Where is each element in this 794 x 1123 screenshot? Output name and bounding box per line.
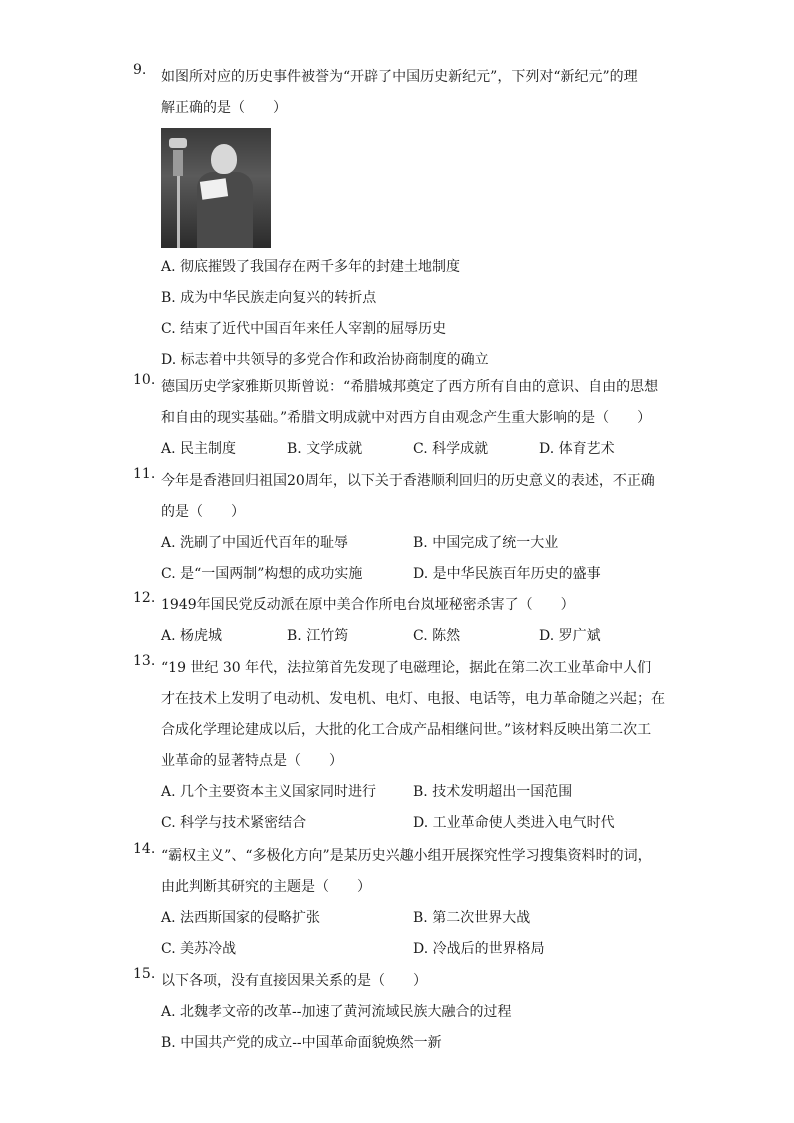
option-d[interactable]: D. 工业革命使人类进入电气时代 xyxy=(413,815,615,831)
stem-line: 今年是香港回归祖国20周年，以下关于香港顺利回归的历史意义的表述，不正确 xyxy=(161,473,655,489)
option-b[interactable]: B. 江竹筠 xyxy=(287,628,349,644)
stem-line: 如图所对应的历史事件被誉为“开辟了中国历史新纪元”，下列对“新纪元”的理 xyxy=(161,69,638,85)
options xyxy=(161,434,668,465)
question-stem xyxy=(161,841,668,903)
stem-line: 业革命的显著特点是（ ） xyxy=(161,753,343,769)
option-c[interactable]: C. 美苏冷战 xyxy=(161,941,237,957)
question-stem xyxy=(161,466,668,528)
stem-line: 解正确的是（ ） xyxy=(161,100,287,116)
stem-line: “19 世纪 30 年代，法拉第首先发现了电磁理论，据此在第二次工业革命中人们 xyxy=(161,660,652,676)
question-9 xyxy=(133,62,668,376)
question-number: 15. xyxy=(133,966,156,982)
option-c[interactable]: C. 是“一国两制”构想的成功实施 xyxy=(161,566,363,582)
option-a[interactable]: A. 几个主要资本主义国家同时进行 xyxy=(161,784,377,800)
question-12 xyxy=(133,590,668,652)
options xyxy=(161,997,668,1059)
question-number: 9. xyxy=(133,62,147,78)
question-11 xyxy=(133,466,668,590)
question-stem xyxy=(161,372,668,434)
stem-line: 以下各项，没有直接因果关系的是（ ） xyxy=(161,973,427,989)
question-number: 13. xyxy=(133,653,156,669)
option-b[interactable]: B. 第二次世界大战 xyxy=(413,910,531,926)
option-d[interactable]: D. 罗广斌 xyxy=(539,628,601,644)
option-b[interactable]: B. 中国完成了统一大业 xyxy=(413,535,559,551)
historical-photo xyxy=(161,128,271,248)
option-a[interactable]: A. 洗刷了中国近代百年的耻辱 xyxy=(161,535,349,551)
option-c[interactable]: C. 科学与技术紧密结合 xyxy=(161,815,307,831)
stem-line: “霸权主义”、“多极化方向”是某历史兴趣小组开展探究性学习搜集资料时的词， xyxy=(161,848,652,864)
question-stem xyxy=(161,590,668,621)
option-d[interactable]: D. 体育艺术 xyxy=(539,441,615,457)
question-number: 10. xyxy=(133,372,156,388)
option-b[interactable]: B. 文学成就 xyxy=(287,441,363,457)
options xyxy=(161,528,668,590)
option-b[interactable]: B. 中国共产党的成立--中国革命面貌焕然一新 xyxy=(161,1035,442,1051)
option-c[interactable]: C. 陈然 xyxy=(413,628,461,644)
stem-line: 合成化学理论建成以后，大批的化工合成产品相继问世。”该材料反映出第二次工 xyxy=(161,722,652,738)
stem-line: 和自由的现实基础。”希腊文明成就中对西方自由观念产生重大影响的是（ ） xyxy=(161,410,652,426)
stem-line: 才在技术上发明了电动机、发电机、电灯、电报、电话等，电力革命随之兴起；在 xyxy=(161,691,665,707)
option-a[interactable]: A. 杨虎城 xyxy=(161,628,223,644)
question-13 xyxy=(133,653,668,839)
question-14 xyxy=(133,841,668,965)
options xyxy=(161,777,668,839)
option-d[interactable]: D. 是中华民族百年历史的盛事 xyxy=(413,566,601,582)
question-number: 14. xyxy=(133,841,156,857)
stem-line: 1949年国民党反动派在原中美合作所电台岚垭秘密杀害了（ ） xyxy=(161,597,575,613)
question-number: 11. xyxy=(133,466,156,482)
option-a[interactable]: A. 彻底摧毁了我国存在两千多年的封建土地制度 xyxy=(161,259,461,275)
stem-line: 的是（ ） xyxy=(161,504,245,520)
stem-line: 由此判断其研究的主题是（ ） xyxy=(161,879,371,895)
stem-line: 德国历史学家雅斯贝斯曾说：“希腊城邦奠定了西方所有自由的意识、自由的思想 xyxy=(161,379,659,395)
options xyxy=(161,621,668,652)
question-10 xyxy=(133,372,668,465)
options xyxy=(161,903,668,965)
question-stem xyxy=(161,62,668,124)
question-stem xyxy=(161,653,668,777)
option-a[interactable]: A. 民主制度 xyxy=(161,441,237,457)
option-c[interactable]: C. 结束了近代中国百年来任人宰割的屈辱历史 xyxy=(161,321,447,337)
option-d[interactable]: D. 标志着中共领导的多党合作和政治协商制度的确立 xyxy=(161,352,489,368)
options xyxy=(161,252,668,376)
option-a[interactable]: A. 北魏孝文帝的改革--加速了黄河流域民族大融合的过程 xyxy=(161,1004,512,1020)
question-stem xyxy=(161,966,668,997)
option-c[interactable]: C. 科学成就 xyxy=(413,441,489,457)
option-d[interactable]: D. 冷战后的世界格局 xyxy=(413,941,545,957)
microphone-icon xyxy=(169,138,187,148)
option-b[interactable]: B. 成为中华民族走向复兴的转折点 xyxy=(161,290,377,306)
option-b[interactable]: B. 技术发明超出一国范围 xyxy=(413,784,573,800)
question-15 xyxy=(133,966,668,1059)
option-a[interactable]: A. 法西斯国家的侵略扩张 xyxy=(161,910,321,926)
question-number: 12. xyxy=(133,590,156,606)
